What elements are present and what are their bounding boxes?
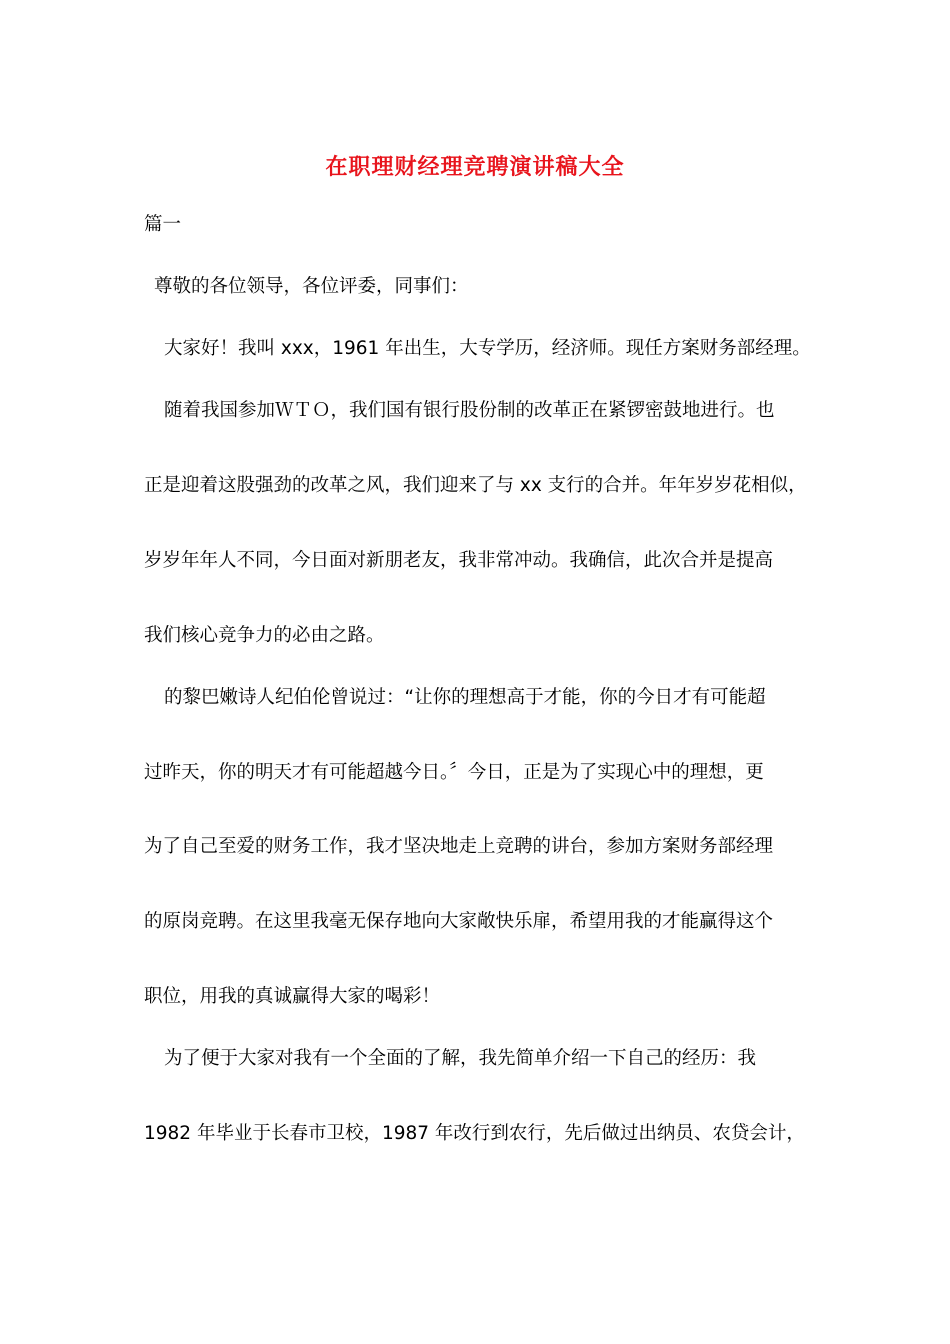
paragraph-line: 正是迎着这股强劲的改革之风，我们迎来了与 xx 支行的合并。年年岁岁花相似，: [144, 475, 807, 496]
paragraph-line: 我们核心竞争力的必由之路。: [144, 625, 385, 646]
salutation: 尊敬的各位领导，各位评委，同事们：: [154, 276, 469, 297]
paragraph-line: 职位，用我的真诚赢得大家的喝彩！: [144, 986, 441, 1007]
paragraph-line: 为了自己至爱的财务工作，我才坚决地走上竞聘的讲台，参加方案财务部经理: [144, 836, 774, 857]
paragraph-line: 的原岗竞聘。在这里我毫无保存地向大家敞快乐扉，希望用我的才能赢得这个: [144, 911, 774, 932]
section-heading: 篇一: [144, 214, 182, 235]
paragraph-line: 为了便于大家对我有一个全面的了解，我先简单介绍一下自己的经历：我: [164, 1048, 757, 1069]
paragraph-line: 过昨天，你的明天才有可能超越今日。〞今日，正是为了实现心中的理想，更: [144, 762, 764, 783]
paragraph-line: 1982 年毕业于长春市卫校，1987 年改行到农行，先后做过出纳员、农贷会计，: [144, 1123, 805, 1144]
document-title: 在职理财经理竞聘演讲稿大全: [325, 155, 625, 180]
paragraph-line: 随着我国参加ＷＴＯ，我们国有银行股份制的改革正在紧锣密鼓地进行。也: [164, 400, 775, 421]
paragraph-line: 岁岁年年人不同，今日面对新朋老友，我非常冲动。我确信，此次合并是提高: [144, 550, 774, 571]
paragraph-line: 大家好！我叫 xxx，1961 年出生，大专学历，经济师。现任方案财务部经理。: [164, 338, 811, 359]
paragraph-line: 的黎巴嫩诗人纪伯伦曾说过：“让你的理想高于才能，你的今日才有可能超: [164, 687, 766, 708]
